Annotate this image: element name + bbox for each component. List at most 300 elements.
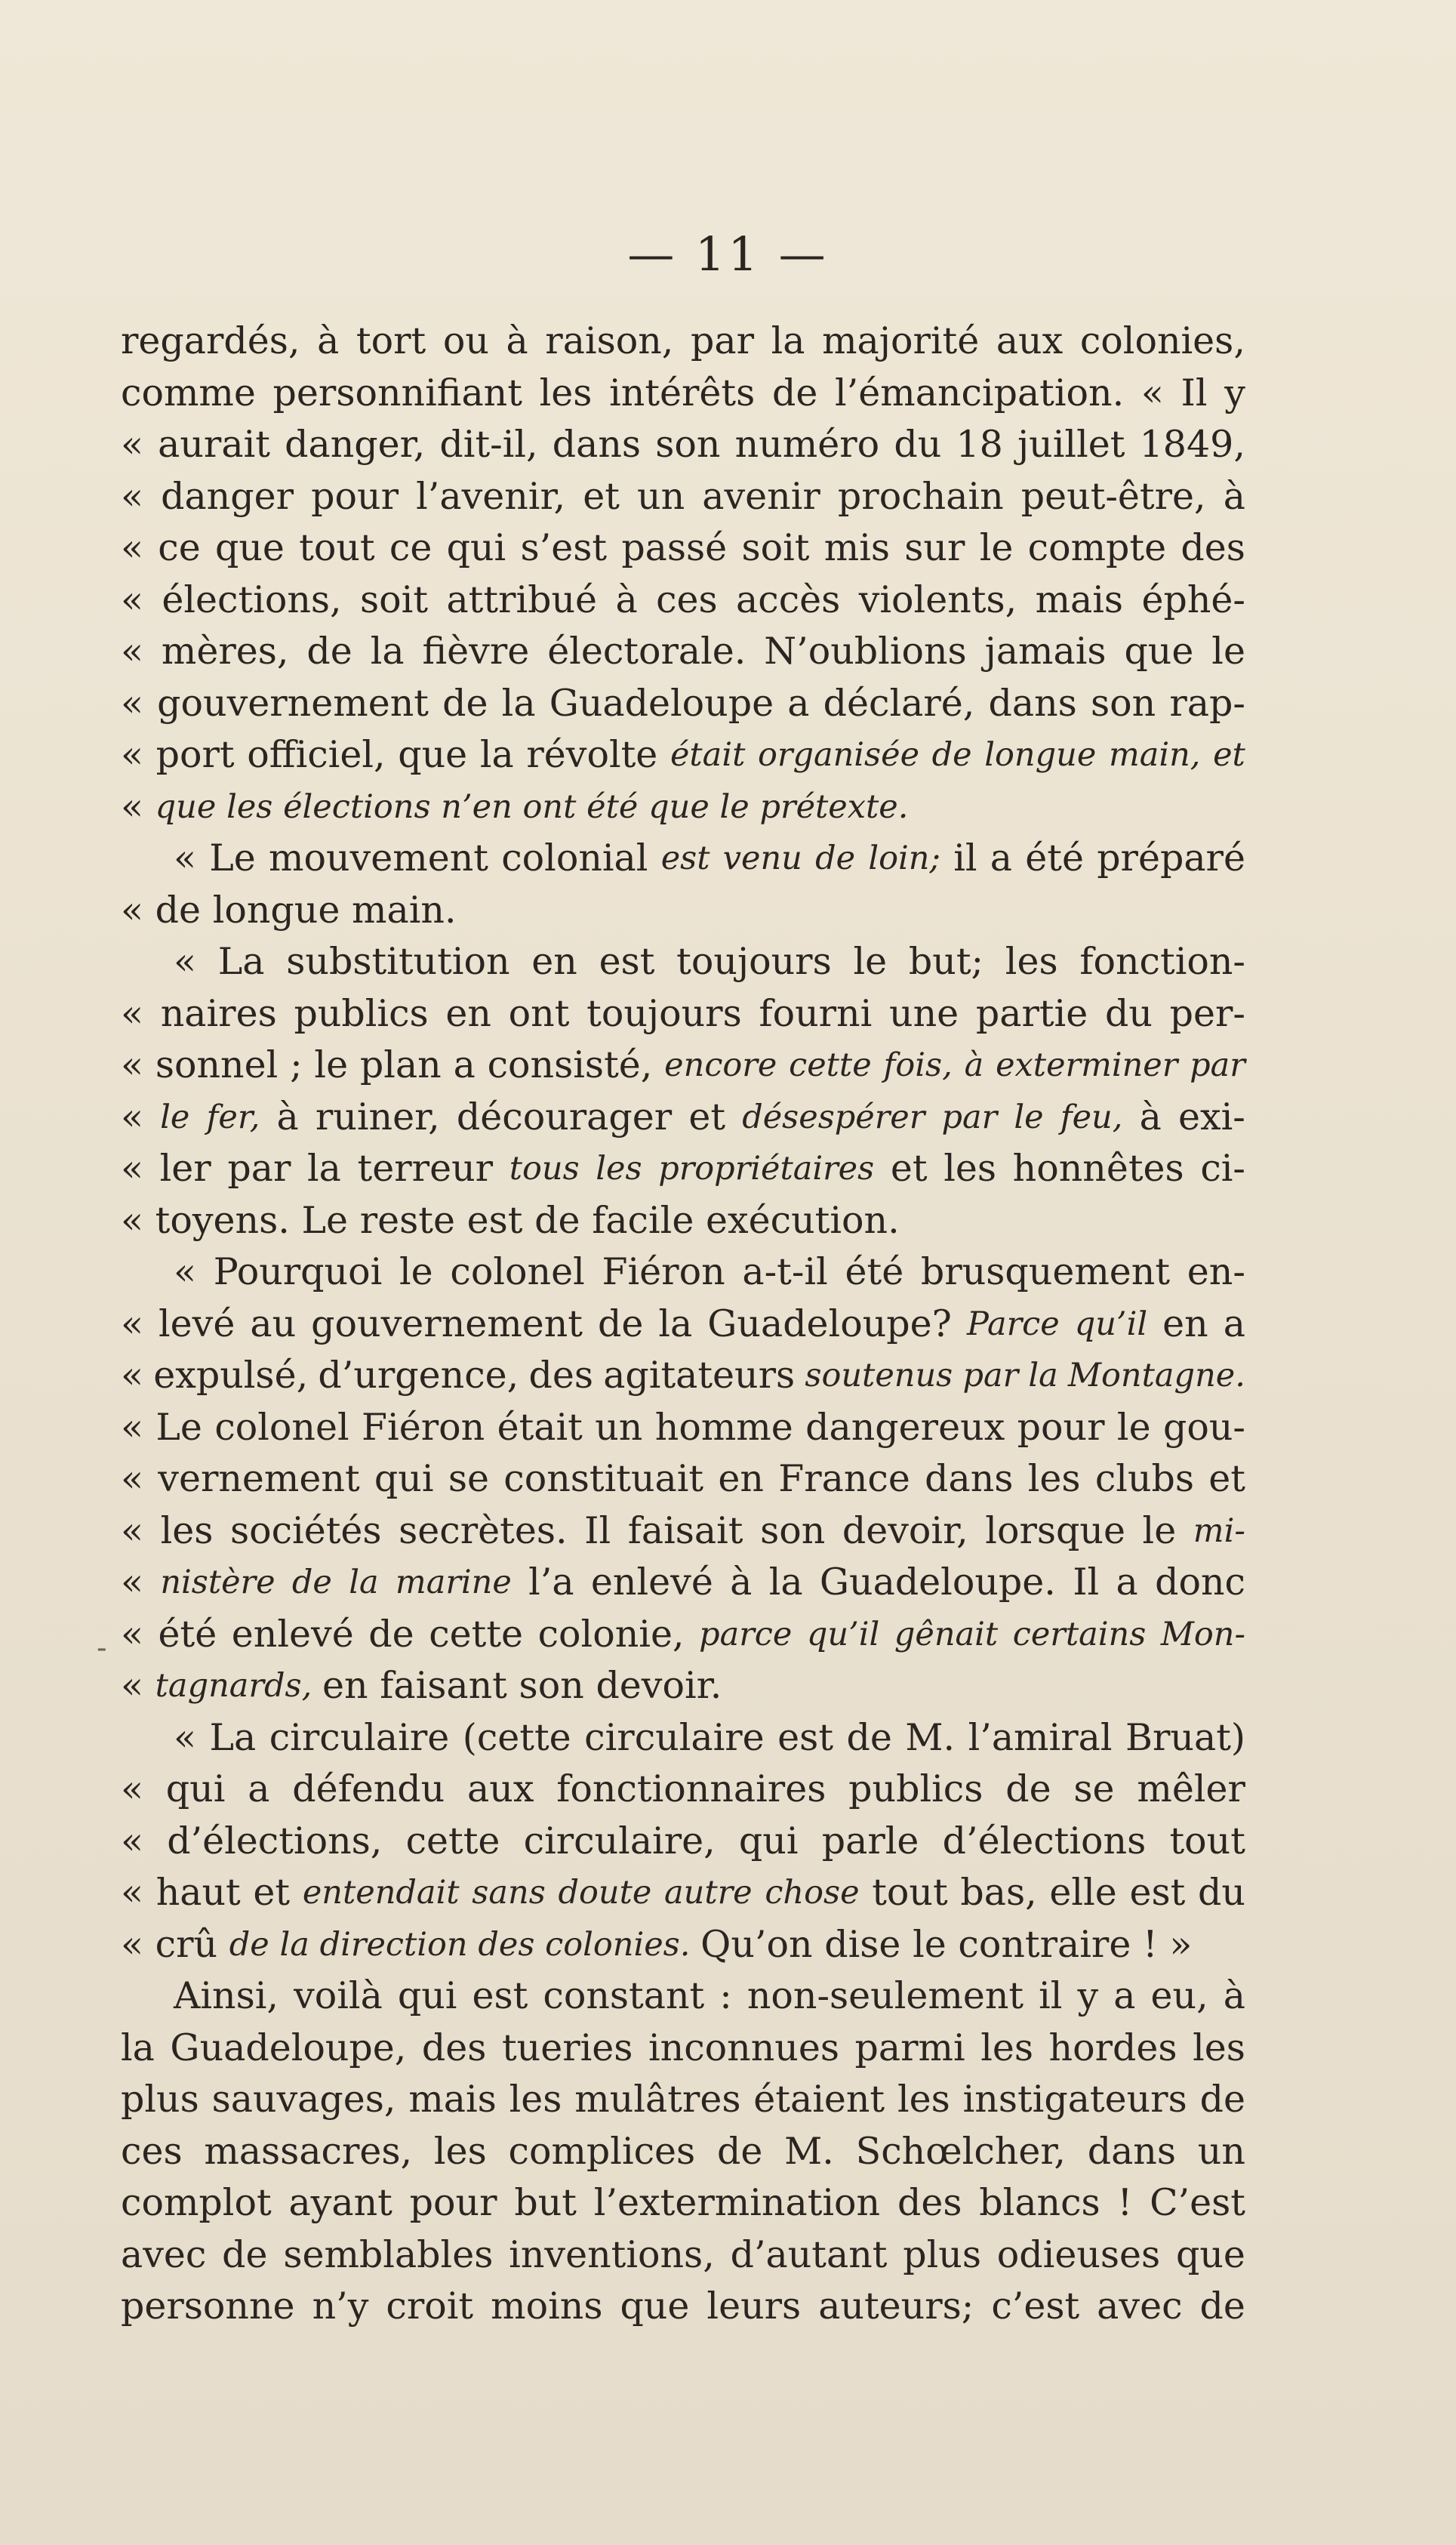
word: « (121, 784, 143, 828)
word: gouvernement (157, 681, 429, 725)
word: plan (359, 1043, 442, 1086)
word: aux (996, 319, 1064, 362)
text-line (121, 1040, 1245, 1092)
word: que (214, 526, 285, 569)
word: « (121, 991, 143, 1035)
word: les (1005, 940, 1058, 983)
word: de (442, 681, 488, 725)
word: parle (821, 1819, 919, 1863)
text-line (121, 1299, 1245, 1351)
text-line (121, 419, 1245, 471)
word: de (771, 371, 818, 414)
word: exi- (1177, 1095, 1245, 1138)
word: « (121, 1198, 143, 1242)
word: mères, (161, 630, 289, 673)
word: « (121, 888, 143, 932)
body-text (121, 316, 1245, 2333)
word: facile (592, 1198, 694, 1242)
word: but; (908, 940, 984, 983)
word: la (501, 681, 536, 725)
word: (cette (462, 1715, 571, 1759)
word: « (121, 1457, 143, 1500)
word: regardés, (121, 319, 300, 362)
word: avenir (702, 474, 820, 518)
word: parmi (854, 2026, 965, 2069)
word: par (227, 1147, 291, 1190)
word: ! (1117, 2181, 1133, 2224)
word: à (730, 1561, 753, 1604)
word: France (778, 1457, 910, 1500)
word: un (595, 1405, 643, 1449)
word: rap- (1169, 681, 1245, 725)
word: dans (925, 1457, 1014, 1500)
word: qui (374, 1457, 434, 1500)
word: à (276, 1095, 299, 1138)
word: de (1005, 1767, 1051, 1810)
word: aurait (158, 423, 270, 466)
italic-word: main, (1108, 736, 1201, 774)
word: et (1208, 1457, 1245, 1500)
word: bas, (960, 1871, 1037, 1914)
italic-word: par (962, 1357, 1019, 1394)
text-line (121, 1143, 1245, 1195)
word: électorale. (547, 630, 746, 673)
word: numéro (734, 423, 880, 466)
word: son (1091, 681, 1156, 725)
italic-word: Montagne. (1068, 1357, 1245, 1394)
word: Pourquoi (213, 1250, 383, 1293)
word: déclaré, (823, 681, 975, 725)
text-line (121, 1402, 1245, 1454)
word: levé (159, 1302, 235, 1345)
word: il (953, 837, 977, 880)
word: ces (121, 2129, 183, 2173)
word: et (253, 1871, 291, 1914)
italic-word: les (596, 1150, 642, 1188)
word: les (980, 2026, 1034, 2069)
text-line (121, 988, 1245, 1040)
italic-word: par (1190, 1046, 1245, 1084)
word: son (760, 1508, 826, 1552)
word: officiel, (247, 733, 386, 776)
text-line (121, 1092, 1245, 1144)
word: et (890, 1147, 928, 1190)
word: qui (397, 1974, 457, 2017)
word: N’oublions (764, 630, 967, 673)
italic-word: des (478, 1925, 535, 1964)
word: la (479, 733, 514, 776)
word: 18 (956, 423, 1003, 466)
word: mais (408, 2078, 497, 2121)
word: sur (904, 526, 965, 569)
word: inconnues (648, 2026, 839, 2069)
word: devoir, (842, 1508, 968, 1552)
text-line (121, 1246, 1245, 1299)
word: s’est (520, 526, 608, 569)
word: colonel (450, 1250, 585, 1293)
word: les (539, 371, 593, 414)
word: crû (155, 1922, 218, 1966)
word: partie (975, 991, 1088, 1035)
word: publics (294, 991, 429, 1035)
italic-word: de (291, 1564, 332, 1601)
word: par (690, 319, 754, 362)
word: publics (848, 1767, 983, 1810)
text-line (121, 2177, 1245, 2229)
word: « (121, 1922, 143, 1966)
word: avec (121, 2232, 207, 2276)
word: « (121, 681, 143, 725)
word: substitution (286, 940, 510, 983)
margin-mark: - (97, 1631, 107, 1665)
word: d’élections (942, 1819, 1147, 1863)
text-line (121, 781, 1245, 833)
italic-word: nistère (160, 1564, 276, 1601)
word: les (509, 2078, 562, 2121)
word: jamais (984, 630, 1107, 673)
italic-word: et (1213, 736, 1245, 774)
word: de (306, 630, 352, 673)
text-line (121, 885, 1245, 937)
word: a (1223, 1302, 1245, 1345)
word: un (637, 474, 685, 518)
word: en (718, 1457, 764, 1500)
italic-word: que (155, 787, 217, 826)
word: de (1199, 2285, 1245, 2328)
word: Schœlcher, (855, 2129, 1066, 2173)
word: que (1175, 2232, 1245, 2276)
word: « (121, 1043, 143, 1086)
italic-word: qu’il (1074, 1305, 1148, 1343)
word: décourager (456, 1095, 673, 1138)
word: la (307, 1147, 341, 1190)
word: la (658, 1302, 693, 1345)
word: les (897, 2078, 950, 2121)
italic-word: était (670, 736, 746, 774)
word: de (716, 2129, 763, 2173)
word: sonnel (155, 1043, 279, 1086)
word: contraire (958, 1922, 1131, 1966)
word: majorité (822, 319, 980, 362)
word: a (248, 1767, 270, 1810)
word: « (121, 1664, 143, 1707)
text-line (121, 2281, 1245, 2333)
word: ; (290, 1043, 303, 1086)
word: ayant (288, 2181, 392, 2224)
word: est (1129, 1871, 1186, 1914)
word: c’est (991, 2285, 1080, 2328)
word: lorsque (985, 1508, 1125, 1552)
word: soit (360, 578, 429, 621)
word: élections, (162, 578, 342, 621)
word: en- (1187, 1250, 1245, 1293)
word: les (943, 1147, 997, 1190)
word: des (528, 1354, 593, 1397)
italic-word: fer, (206, 1098, 260, 1136)
word: « (121, 1302, 143, 1345)
word: à (1223, 1974, 1245, 2017)
word: « (121, 1508, 143, 1552)
word: tort (356, 319, 426, 362)
word: Bruat) (1125, 1715, 1245, 1759)
word: fièvre (422, 630, 530, 673)
italic-word: parce (699, 1615, 793, 1653)
italic-word: la (1028, 1357, 1058, 1394)
italic-word: été (586, 787, 639, 826)
word: plus (903, 2232, 981, 2276)
word: faisait (627, 1508, 743, 1552)
word: agitateurs (603, 1354, 796, 1397)
word: au (250, 1302, 297, 1345)
word: est (777, 1715, 834, 1759)
italic-word: doute (558, 1874, 652, 1912)
word: une (889, 991, 959, 1035)
word: la (771, 319, 805, 362)
text-line (121, 1609, 1245, 1661)
word: personnifiant (272, 371, 522, 414)
word: « (121, 423, 143, 466)
word: circulaire (584, 1715, 765, 1759)
italic-word: loin; (868, 840, 940, 877)
word: ! (1143, 1922, 1158, 1966)
word: Ainsi, (174, 1974, 279, 2017)
word: qui (738, 1819, 799, 1863)
italic-word: chose (765, 1874, 860, 1912)
italic-word: certains (1012, 1615, 1147, 1653)
word: M. (905, 1715, 956, 1759)
word: à (615, 578, 638, 621)
word: et (688, 1095, 726, 1138)
word: ces (656, 578, 718, 621)
text-line (121, 1919, 1245, 1971)
text-line (121, 833, 1245, 885)
text-line (121, 1764, 1245, 1816)
italic-word: Parce (966, 1305, 1060, 1343)
italic-word: n’en (441, 787, 513, 826)
word: des (1180, 526, 1245, 569)
italic-word: de (229, 1925, 269, 1964)
word: « (174, 837, 196, 880)
word: circulaire (269, 1715, 450, 1759)
word: les (160, 1508, 214, 1552)
word: constituait (503, 1457, 704, 1500)
word: que (398, 733, 468, 776)
word: danger (161, 474, 294, 518)
italic-word: est (660, 840, 710, 877)
word: brusquement (920, 1250, 1171, 1293)
word: constant (543, 1974, 705, 2017)
word: des (897, 2181, 962, 2224)
word: colonie, (537, 1612, 685, 1656)
text-line (121, 1712, 1245, 1764)
word: peut-être, (1020, 474, 1206, 518)
word: honnêtes (1012, 1147, 1184, 1190)
word: tout (299, 526, 375, 569)
word: fourni (759, 991, 873, 1035)
word: accès (736, 578, 841, 621)
word: prochain (837, 474, 1004, 518)
word: « (121, 474, 143, 518)
word: « (121, 1095, 143, 1138)
italic-word: propriétaires (658, 1150, 875, 1188)
word: en (531, 940, 577, 983)
italic-word: autre (664, 1874, 753, 1912)
word: à (1139, 1095, 1162, 1138)
italic-word: gênait (894, 1615, 999, 1653)
italic-word: encore (664, 1046, 777, 1084)
text-line (121, 678, 1245, 730)
word: gouvernement (311, 1302, 583, 1345)
word: se (1073, 1767, 1115, 1810)
word: complot (121, 2181, 272, 2224)
word: consisté, (487, 1043, 653, 1086)
italic-word: tagnards, (155, 1667, 312, 1705)
italic-word: longue (984, 736, 1097, 774)
word: raison, (545, 319, 674, 362)
word: avec (1097, 2285, 1183, 2328)
word: n’y (312, 2285, 369, 2328)
italic-word: de (815, 840, 856, 877)
word: auteurs; (818, 2285, 974, 2328)
word: toujours (676, 940, 832, 983)
word: soit (741, 526, 810, 569)
italic-word: par (941, 1098, 998, 1136)
word: expulsé, (153, 1354, 309, 1397)
word: a (787, 681, 810, 725)
italic-word: le (719, 787, 750, 826)
text-line (121, 368, 1245, 420)
italic-word: colonies. (545, 1925, 691, 1964)
word: intérêts (609, 371, 756, 414)
word: l’amiral (968, 1715, 1113, 1759)
word: non-seulement (746, 1974, 1024, 2017)
italic-word: à (964, 1046, 984, 1084)
italic-word: feu, (1060, 1098, 1123, 1136)
word: qui (446, 526, 506, 569)
word: le (1116, 1405, 1151, 1449)
word: été (845, 1250, 904, 1293)
word: ci- (1200, 1147, 1245, 1190)
word: : (719, 1974, 732, 2017)
word: du (1104, 991, 1153, 1035)
word: Le (209, 837, 256, 880)
word: mulâtres (574, 2078, 741, 2121)
word: reste (359, 1198, 455, 1242)
word: per- (1169, 991, 1245, 1035)
word: a (453, 1043, 476, 1086)
italic-word: désespérer (742, 1098, 925, 1136)
word: Il (1180, 371, 1208, 414)
word: M. (784, 2129, 834, 2173)
word: ruiner, (315, 1095, 440, 1138)
word: but (514, 2181, 577, 2224)
word: « (121, 1561, 143, 1604)
word: homme (654, 1405, 793, 1449)
word: mêler (1137, 1767, 1245, 1810)
word: y (1077, 1974, 1099, 2017)
text-line (121, 1350, 1245, 1402)
word: juillet (1017, 423, 1125, 466)
word: faisant (380, 1664, 507, 1707)
word: Le (155, 1405, 202, 1449)
word: voilà (294, 1974, 383, 2017)
italic-word: élections (283, 787, 431, 826)
word: dans (988, 681, 1077, 725)
word: a (990, 837, 1012, 880)
word: à (1223, 474, 1245, 518)
word: du (1198, 1871, 1245, 1914)
word: Guadeloupe (549, 681, 774, 725)
word: ou (442, 319, 489, 362)
word: « (121, 578, 143, 621)
word: est (472, 1974, 528, 2017)
word: dit-il, (439, 423, 538, 466)
word: passé (621, 526, 728, 569)
word: blancs (979, 2181, 1100, 2224)
word: terreur (357, 1147, 494, 1190)
word: le (979, 526, 1014, 569)
word: odieuses (996, 2232, 1161, 2276)
word: aux (467, 1767, 534, 1810)
word: des (421, 2026, 487, 2069)
word: » (1169, 1922, 1193, 1966)
word: attribué (446, 578, 598, 621)
word: haut (155, 1871, 241, 1914)
word: « (121, 733, 143, 776)
word: eu, (1150, 1974, 1208, 2017)
italic-word: direction (319, 1925, 468, 1964)
word: le (1142, 1508, 1177, 1552)
word: le (913, 1922, 947, 1966)
word: Le (301, 1198, 349, 1242)
text-line (121, 1453, 1245, 1505)
word: dans (1087, 2129, 1177, 2173)
word: plus (121, 2078, 199, 2121)
word: main. (352, 888, 457, 932)
word: son (519, 1664, 584, 1707)
word: dans (552, 423, 642, 466)
word: de (1199, 2078, 1245, 2121)
word: a-t-il (742, 1250, 828, 1293)
word: « (121, 1354, 143, 1397)
word: danger, (285, 423, 426, 466)
word: d’urgence, (318, 1354, 519, 1397)
italic-word: exterminer (996, 1046, 1178, 1084)
word: elle (1049, 1871, 1117, 1914)
word: enlevé (231, 1612, 354, 1656)
word: de (534, 1198, 580, 1242)
italic-word: de (931, 736, 972, 774)
word: Il (1073, 1561, 1100, 1604)
word: cette (405, 1819, 500, 1863)
word: préparé (1097, 837, 1245, 880)
word: dangereux (805, 1405, 1005, 1449)
word: de (597, 1302, 644, 1345)
word: d’autant (730, 2232, 888, 2276)
word: moins (491, 2285, 603, 2328)
word: dise (824, 1922, 901, 1966)
word: étaient (753, 2078, 885, 2121)
italic-word: la (279, 1925, 309, 1964)
word: les (1027, 1457, 1081, 1500)
word: tueries (501, 2026, 633, 2069)
word: tout (872, 1871, 948, 1914)
word: éphé- (1141, 578, 1245, 621)
word: est (466, 1198, 523, 1242)
word: ce (158, 526, 201, 569)
word: « (121, 526, 143, 569)
word: l’émancipation. (835, 371, 1125, 414)
